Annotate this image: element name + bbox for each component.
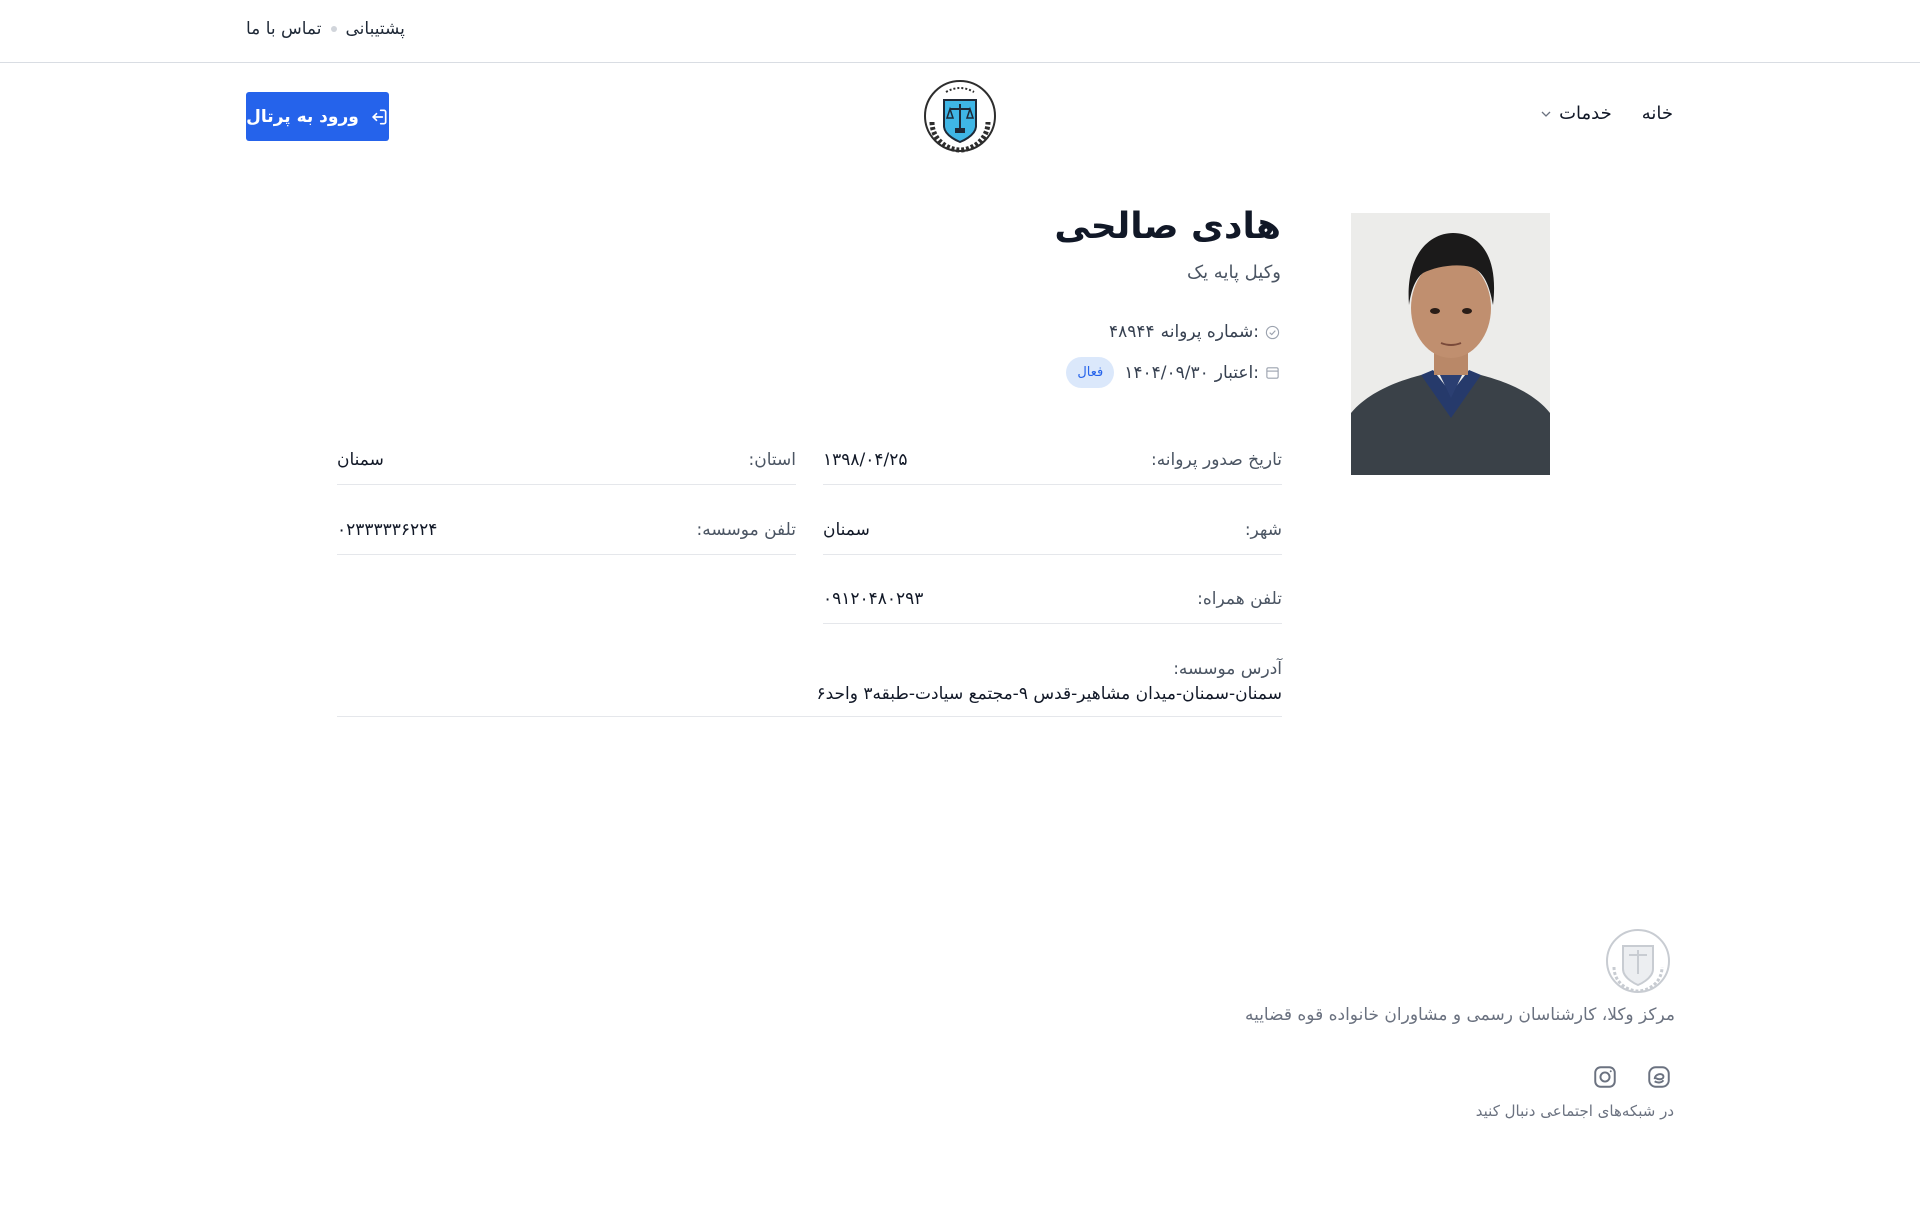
address-field [337,655,1282,717]
contact-link[interactable]: تماس با ما [246,19,322,39]
lawyer-title: وکیل پایه یک [1186,262,1281,283]
chevron-down-icon [1541,109,1551,119]
status-badge: فعال [1066,357,1114,388]
mobile-value[interactable]: ۰۹۱۲۰۴۸۰۲۹۳ [823,588,924,609]
footer-org-name: مرکز وکلا، کارشناسان رسمی و مشاوران خانواده قوه قضاییه [1244,1005,1675,1025]
portal-login-label: ورود به پرتال [246,106,359,127]
follow-text: در شبکه‌های اجتماعی دنبال کنید [1475,1102,1674,1120]
support-link[interactable]: پشتیبانی [345,19,405,39]
province-label: استان: [748,449,796,470]
address-label: آدرس موسسه: [1173,659,1282,679]
judiciary-logo[interactable] [922,78,998,154]
instagram-icon[interactable] [1592,1064,1618,1090]
main-nav [1541,103,1673,124]
city-label: شهر: [1244,519,1282,540]
top-utility-bar [0,0,1920,63]
validity-label: اعتبار: [1214,362,1259,383]
portal-login-button[interactable] [246,92,389,141]
license-number: ۴۸۹۴۴ [1108,322,1155,342]
calendar-icon [1265,365,1280,380]
social-links [1592,1064,1672,1090]
province-value: سمنان [337,449,384,470]
login-icon [369,107,389,127]
issue-date-field [823,435,1282,485]
separator-dot [331,26,337,32]
lawyer-name: هادی صالحی [1054,206,1281,247]
issue-date-value: ۱۳۹۸/۰۴/۲۵ [823,449,908,470]
mobile-label: تلفن همراه: [1197,588,1282,609]
office-phone-label: تلفن موسسه: [696,519,796,540]
office-phone-value[interactable]: ۰۲۳۳۳۳۳۶۲۲۴ [337,519,438,540]
mobile-field [823,574,1282,624]
issue-date-label: تاریخ صدور پروانه: [1150,449,1282,470]
top-links [246,19,405,39]
validity-date: ۱۴۰۴/۰۹/۳۰ [1124,362,1209,383]
license-label: شماره پروانه: [1160,322,1259,342]
nav-home[interactable]: خانه [1641,103,1673,124]
city-field [823,505,1282,555]
province-field [337,435,796,485]
check-circle-icon [1265,325,1280,340]
profile-photo [1351,213,1550,475]
footer-logo [1604,927,1672,995]
nav-services-label: خدمات [1559,103,1612,124]
eitaa-icon[interactable] [1646,1064,1672,1090]
license-row [1109,322,1280,342]
city-value: سمنان [823,519,870,540]
office-phone-field [337,505,796,555]
address-value: سمنان-سمنان-میدان مشاهیر-قدس ۹-مجتمع سیادت-طبقه۳ واحد۶ [816,684,1282,704]
nav-services[interactable] [1541,103,1612,124]
validity-row [1066,357,1280,388]
